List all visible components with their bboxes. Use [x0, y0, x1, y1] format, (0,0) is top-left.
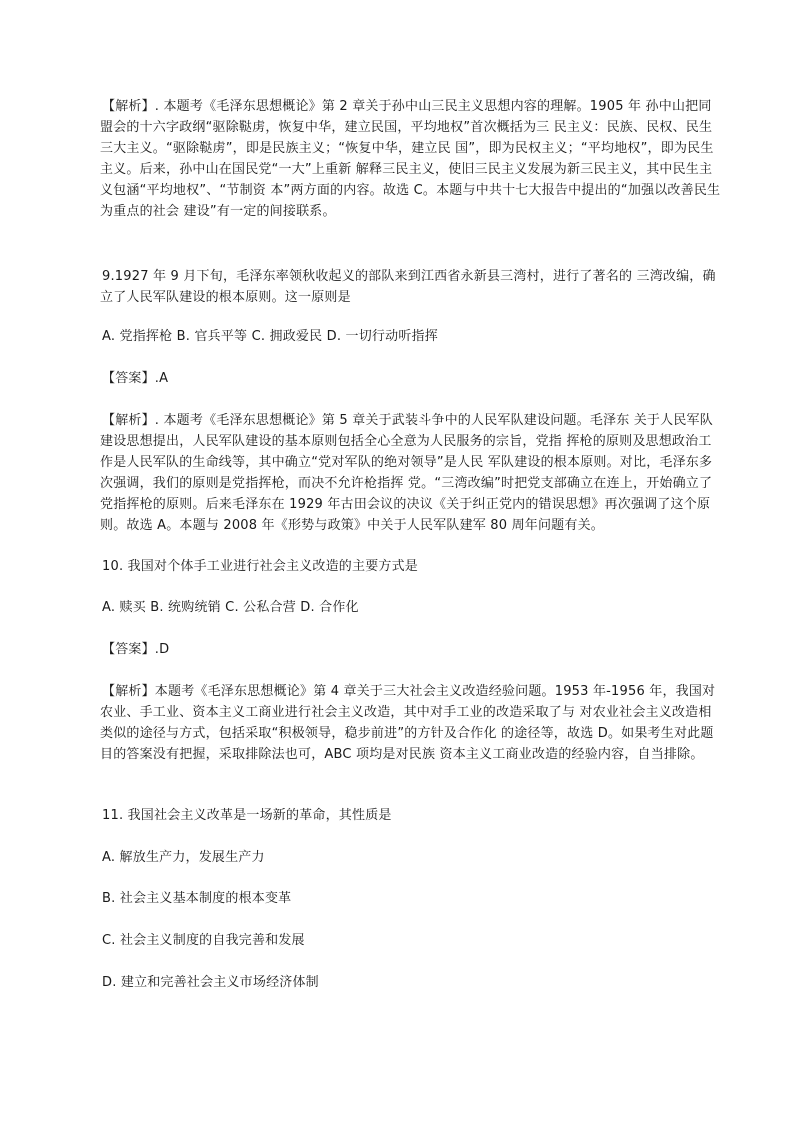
answer-q9: 【答案】.A [102, 371, 169, 386]
question-9-options: A. 党指挥枪 B. 官兵平等 C. 拥政爱民 D. 一切行动听指挥 [102, 329, 438, 344]
question-11: 11. 我国社会主义改革是一场新的革命，其性质是 [102, 808, 392, 823]
question-11-option-a: A. 解放生产力，发展生产力 [102, 850, 265, 865]
analysis-q10: 【解析】本题考《毛泽东思想概论》第 4 章关于三大社会主义改造经验问题。1953 年-1956 年，我国对农业、手工业、资本主义工商业进行社会主义改造，其中对手工业的改造采取了与 对农业社会主义改造相类似的途径与方式，包括采取“积极领导，稳步前进”的方针及合作化 的途径等，故选 D。如果考生对此题目的答案没有把握，采取排除法也可，ABC 项均是对民族 资本主义工商业改造的经验内容，自当排除。 [100, 684, 716, 762]
question-10-options: A. 赎买 B. 统购统销 C. 公私合营 D. 合作化 [102, 600, 359, 615]
question-9: 9.1927 年 9 月下旬，毛泽东率领秋收起义的部队来到江西省永新县三湾村，进行了著名的 三湾改编，确立了人民军队建设的根本原则。这一原则是 [100, 269, 716, 305]
analysis-q9: 【解析】. 本题考《毛泽东思想概论》第 5 章关于武装斗争中的人民军队建设问题。毛泽东 关于人民军队建设思想提出，人民军队建设的基本原则包括全心全意为人民服务的宗旨，党指 挥枪的原则及思想政治工作是人民军队的生命线等，其中确立“党对军队的绝对领导”是人民 军队建设的根本原则。对比，毛泽东多次强调，我们的原则是党指挥枪，而决不允许枪指挥 党。“三湾改编”时把党支部确立在连上，开始确立了党指挥枪的原则。后来毛泽东在 1929 年古田会议的决议《关于纠正党内的错误思想》再次强调了这个原则。故选 A。本题与 2008 年《形势与政策》中关于人民军队建军 80 周年问题有关。 [100, 413, 713, 533]
analysis-q8: 【解析】. 本题考《毛泽东思想概论》第 2 章关于孙中山三民主义思想内容的理解。1905 年 孙中山把同盟会的十六字政纲“驱除鞑虏，恢复中华，建立民国，平均地权”首次概括为三 民主义：民族、民权、民生三大主义。“驱除鞑虏”，即是民族主义；“恢复中华，建立民 国”，即为民权主义；“平均地权”，即为民生主义。后来，孙中山在国民党“一大”上重新 解释三民主义，使旧三民主义发展为新三民主义，其中民生主义包涵“平均地权”、“节制资 本”两方面的内容。故选 C。本题与中共十七大报告中提出的“加强以改善民生为重点的社会 建设”有一定的间接联系。 [100, 99, 721, 219]
question-11-option-c: C. 社会主义制度的自我完善和发展 [102, 933, 305, 948]
answer-q10: 【答案】.D [102, 642, 170, 657]
question-10: 10. 我国对个体手工业进行社会主义改造的主要方式是 [102, 559, 419, 574]
question-11-option-b: B. 社会主义基本制度的根本变革 [102, 891, 292, 906]
question-11-option-d: D. 建立和完善社会主义市场经济体制 [102, 975, 319, 990]
